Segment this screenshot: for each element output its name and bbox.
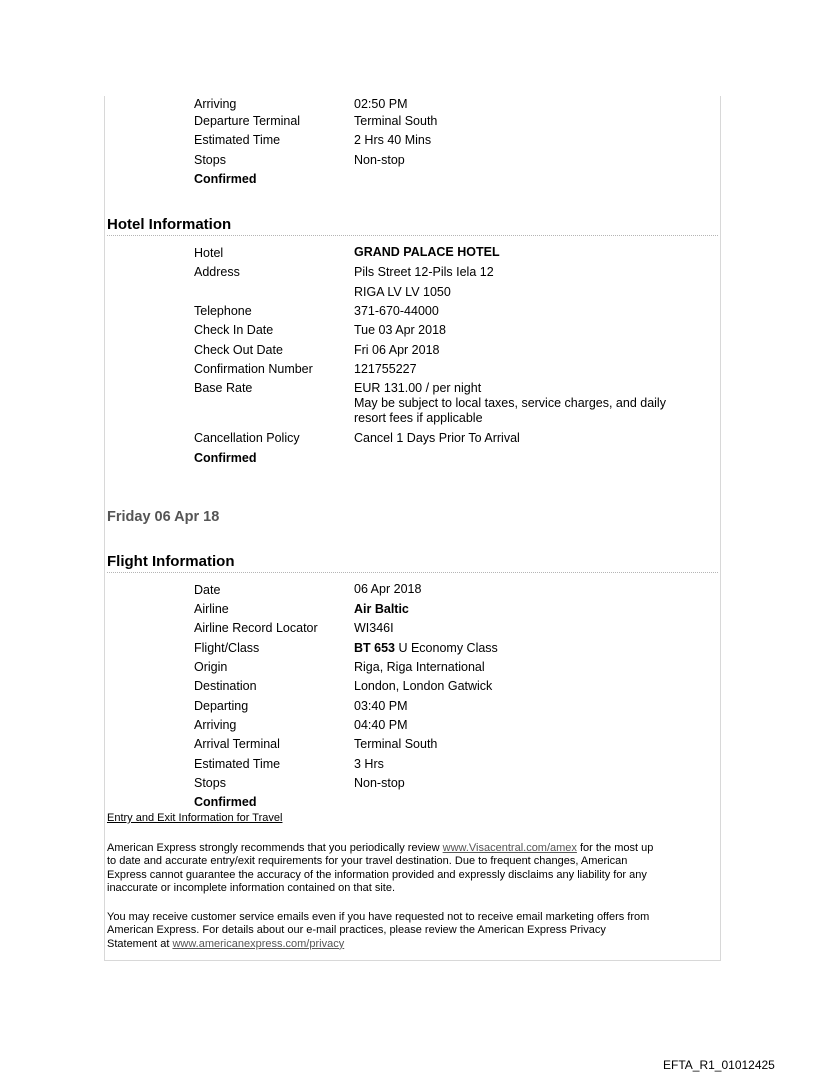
estimated-time-label: Estimated Time <box>194 133 281 147</box>
notice-paragraph-2 <box>107 911 717 951</box>
address-label: Address <box>194 265 240 279</box>
address-line1: Pils Street 12-Pils Iela 12 <box>354 265 494 279</box>
airline-value: Air Baltic <box>354 602 409 616</box>
flight1-status: Confirmed <box>194 172 257 186</box>
origin-value: Riga, Riga International <box>354 660 485 674</box>
record-locator-label: Airline Record Locator <box>194 621 318 635</box>
flight2-status: Confirmed <box>194 795 257 809</box>
notice-p2-text: Statement at <box>107 937 173 950</box>
flight-section-heading: Flight Information <box>107 553 718 573</box>
arrival-terminal-label: Arrival Terminal <box>194 737 280 751</box>
notice-p1-text-b: for the most up <box>576 842 654 854</box>
arrival-terminal-value: Terminal South <box>354 737 438 751</box>
telephone-label: Telephone <box>194 304 252 318</box>
hotel-name: GRAND PALACE HOTEL <box>354 245 500 259</box>
destination-value: London, London Gatwick <box>354 679 493 693</box>
privacy-link[interactable]: www.americanexpress.com/privacy <box>172 937 345 950</box>
notice-p1-line3: Express cannot guarantee the accuracy of the information provided and expressly disclaims any liability for any <box>107 868 647 881</box>
base-rate-note-line2: resort fees if applicable <box>354 411 483 425</box>
date-label: Date <box>194 583 221 597</box>
notice-p1-line2: to date and accurate entry/exit requirements for your travel destination. Due to frequent changes, American <box>107 855 628 868</box>
departure-terminal-value: Terminal South <box>354 114 438 128</box>
check-in-value: Tue 03 Apr 2018 <box>354 323 446 337</box>
stops-label: Stops <box>194 153 226 167</box>
airline-label: Airline <box>194 602 229 616</box>
arriving-label: Arriving <box>194 97 237 111</box>
flight-class-label: Flight/Class <box>194 641 260 655</box>
date-value: 06 Apr 2018 <box>354 582 422 596</box>
document-id: EFTA_R1_01012425 <box>663 1058 775 1072</box>
cancellation-policy-label: Cancellation Policy <box>194 431 300 445</box>
base-rate-label: Base Rate <box>194 381 253 395</box>
address-line2: RIGA LV LV 1050 <box>354 285 451 299</box>
check-out-label: Check Out Date <box>194 343 283 357</box>
stops2-label: Stops <box>194 776 226 790</box>
destination-label: Destination <box>194 679 257 693</box>
stops-value: Non-stop <box>354 153 405 167</box>
notice-p2-line1: You may receive customer service emails even if you have requested not to receive email marketing offers from <box>107 911 650 923</box>
arriving2-value: 04:40 PM <box>354 718 408 732</box>
telephone-value: 371-670-44000 <box>354 304 439 318</box>
base-rate-value: EUR 131.00 / per night <box>354 381 482 395</box>
cancellation-policy-value: Cancel 1 Days Prior To Arrival <box>354 431 520 445</box>
confirmation-number-label: Confirmation Number <box>194 362 313 376</box>
check-in-label: Check In Date <box>194 323 274 337</box>
record-locator-value: WI346I <box>354 621 394 635</box>
check-out-value: Fri 06 Apr 2018 <box>354 343 440 357</box>
visacentral-link[interactable]: www.Visacentral.com/amex <box>442 842 577 854</box>
notice-p2-line2: American Express. For details about our e-mail practices, please review the American Express Privacy <box>107 924 606 937</box>
estimated-time2-value: 3 Hrs <box>354 757 384 771</box>
flight-class-value <box>354 641 498 656</box>
flight-number: BT 653 <box>354 641 395 655</box>
class-value: U Economy Class <box>395 641 498 655</box>
departing-value: 03:40 PM <box>354 699 408 713</box>
origin-label: Origin <box>194 660 228 674</box>
departure-terminal-label: Departure Terminal <box>194 114 301 128</box>
entry-exit-link[interactable]: Entry and Exit Information for Travel <box>107 812 283 824</box>
day-heading: Friday 06 Apr 18 <box>107 509 220 525</box>
hotel-section-heading: Hotel Information <box>107 216 718 236</box>
notice-p1-line4: inaccurate or incomplete information contained on that site. <box>107 881 395 894</box>
base-rate-note-line1: May be subject to local taxes, service charges, and daily <box>354 396 666 410</box>
arriving-value: 02:50 PM <box>354 97 408 111</box>
hotel-status: Confirmed <box>194 451 257 465</box>
estimated-time-value: 2 Hrs 40 Mins <box>354 133 432 147</box>
notice-paragraph-1 <box>107 842 717 895</box>
departing-label: Departing <box>194 699 249 713</box>
confirmation-number-value: 121755227 <box>354 362 417 376</box>
stops2-value: Non-stop <box>354 776 405 790</box>
notice-p1-text-a: American Express strongly recommends that you periodically review <box>107 842 443 854</box>
arriving2-label: Arriving <box>194 718 237 732</box>
estimated-time2-label: Estimated Time <box>194 757 281 771</box>
hotel-label: Hotel <box>194 246 224 260</box>
